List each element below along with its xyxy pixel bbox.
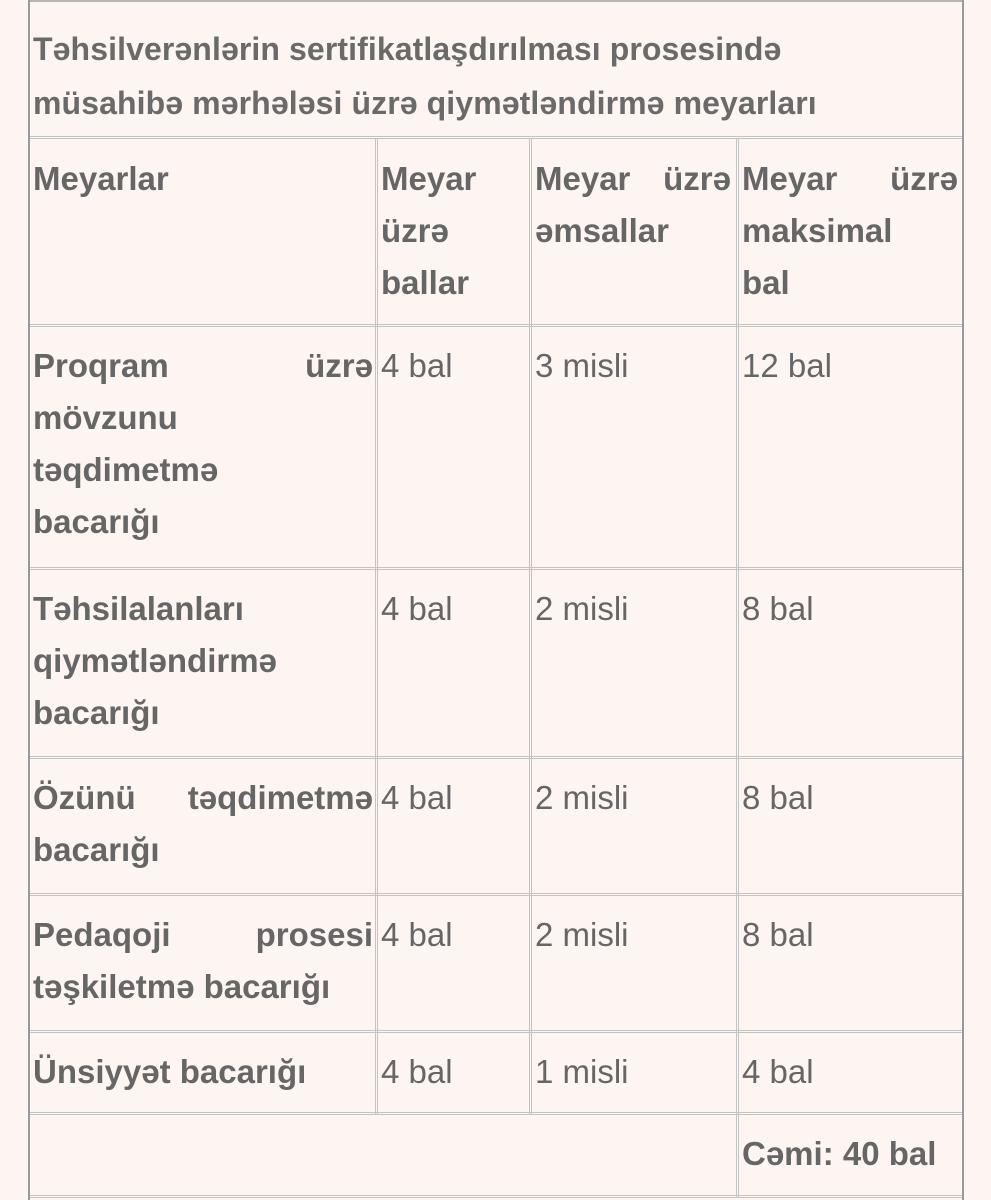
header-max-word-1: Meyar: [742, 160, 838, 197]
header-points-line-1: Meyar: [381, 160, 477, 197]
row-4-max: 8 bal: [742, 916, 814, 953]
row-5-points: 4 bal: [381, 1053, 453, 1090]
row-4-criteria-word-1: Pedaqoji: [33, 916, 171, 953]
row-1-criteria-line-1: [33, 340, 373, 392]
total-value: Cəmi: 40 bal: [742, 1135, 937, 1172]
header-points: [381, 153, 523, 309]
row-3-criteria-line-2: bacarığı: [33, 831, 160, 868]
header-coefficient: [535, 153, 731, 257]
header-max-word-2: üzrə: [890, 160, 958, 197]
row-1-points: 4 bal: [381, 347, 453, 384]
row-1-criteria-word-1: Proqram: [33, 347, 169, 384]
row-1-criteria-word-2: üzrə: [305, 347, 373, 384]
row-5-criteria-line-1: Ünsiyyət bacarığı: [33, 1053, 307, 1090]
header-points-line-3: ballar: [381, 264, 470, 301]
header-criteria: [33, 153, 369, 205]
divider-below-row-3: [30, 893, 962, 896]
row-1-coefficient: 3 misli: [535, 347, 629, 384]
row-3-coefficient: 2 misli: [535, 779, 629, 816]
header-coefficient-word-2: üzrə: [663, 160, 731, 197]
header-max-line-3: bal: [742, 264, 790, 301]
row-5-max: 4 bal: [742, 1053, 814, 1090]
row-3-criteria: [33, 772, 373, 876]
row-3-criteria-word-1: Özünü: [33, 779, 136, 816]
title-line-2: müsahibə mərhələsi üzrə qiymətləndirmə meyarları: [33, 85, 817, 121]
row-3-max: 8 bal: [742, 779, 814, 816]
column-divider-1: [375, 138, 378, 1114]
divider-below-row-1: [30, 567, 962, 570]
row-4-points: 4 bal: [381, 916, 453, 953]
row-4-coefficient: 2 misli: [535, 916, 629, 953]
row-1-criteria-line-2: mövzunu: [33, 399, 178, 436]
row-3-points: 4 bal: [381, 779, 453, 816]
row-2-coefficient: 2 misli: [535, 590, 629, 627]
header-coefficient-word-1: Meyar: [535, 160, 631, 197]
divider-below-row-5: [30, 1112, 962, 1115]
column-divider-2: [529, 138, 532, 1114]
header-max-line-1: [742, 153, 958, 205]
row-2-points: 4 bal: [381, 590, 453, 627]
header-max-line-2: maksimal: [742, 212, 893, 249]
header-coefficient-line-1: [535, 153, 731, 205]
header-coefficient-line-2: əmsallar: [535, 212, 669, 249]
row-3-criteria-word-2: təqdimetmə: [187, 779, 373, 816]
divider-below-title: [30, 136, 962, 139]
row-2-criteria: [33, 583, 369, 739]
page-title: [33, 22, 953, 130]
header-criteria-label: Meyarlar: [33, 160, 169, 197]
row-1-criteria-line-4: bacarığı: [33, 503, 160, 540]
row-3-criteria-line-1: [33, 772, 373, 824]
header-max: [742, 153, 958, 309]
column-divider-3: [736, 138, 739, 1197]
row-4-criteria-line-2: təşkiletmə bacarığı: [33, 968, 331, 1005]
row-2-criteria-line-1: Təhsilalanları: [33, 590, 244, 627]
row-1-criteria-line-3: təqdimetmə: [33, 451, 219, 488]
row-2-max: 8 bal: [742, 590, 814, 627]
row-2-criteria-line-2: qiymətləndirmə: [33, 642, 277, 679]
divider-bottom: [30, 1195, 962, 1198]
row-2-criteria-line-3: bacarığı: [33, 694, 160, 731]
divider-below-row-2: [30, 756, 962, 759]
row-4-criteria: [33, 909, 373, 1013]
row-5-coefficient: 1 misli: [535, 1053, 629, 1090]
header-points-line-2: üzrə: [381, 212, 449, 249]
divider-below-row-4: [30, 1030, 962, 1033]
row-1-max: 12 bal: [742, 347, 832, 384]
row-4-criteria-word-2: prosesi: [255, 916, 373, 953]
row-1-criteria: [33, 340, 373, 548]
row-4-criteria-line-1: [33, 909, 373, 961]
title-line-1: Təhsilverənlərin sertifikatlaşdırılması prosesində: [33, 31, 782, 67]
divider-below-header: [30, 324, 962, 327]
row-5-criteria: [33, 1046, 369, 1098]
